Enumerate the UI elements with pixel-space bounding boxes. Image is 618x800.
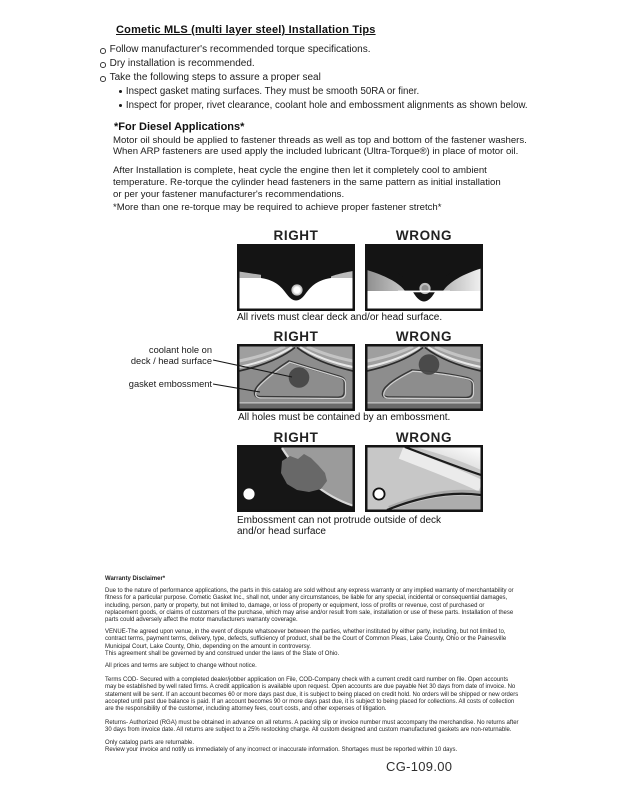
disclaimer-paragraph: Only catalog parts are returnable. xyxy=(105,739,195,746)
protrusion-right-diagram xyxy=(237,445,355,512)
coolant-hole-label xyxy=(118,345,212,367)
circle-bullet-icon xyxy=(100,62,106,68)
text-line: gasket embossment xyxy=(128,379,212,389)
list-item-text: Inspect gasket mating surfaces. They must be smooth 50RA or finer. xyxy=(125,86,420,97)
page-title: Cometic MLS (multi layer steel) Installation Tips xyxy=(116,24,376,36)
list-item xyxy=(100,72,560,86)
row2-right-label: RIGHT xyxy=(273,329,319,344)
disclaimer-paragraph: This agreement shall be governed by and construed under the laws of the State of Ohio. xyxy=(105,650,340,657)
text-line: coolant hole on xyxy=(148,345,212,355)
disclaimer-paragraph: VENUE-The agreed upon venue, in the event of dispute whatsoever between the parties, whether instituted by either party, including, but not limited to, contract terms, payment terms, delivery, type, defects, sufficiency of product, shall be the Court of Common Pleas, Lake County, Ohio or the Painesville Municipal Court, Lake County, Ohio, depending on the amount in controversy. xyxy=(105,629,507,650)
diesel-heading: *For Diesel Applications* xyxy=(114,121,245,133)
row3-right-label: RIGHT xyxy=(273,430,319,445)
row1-caption: All rivets must clear deck and/or head surface. xyxy=(237,312,443,323)
dot-bullet-icon xyxy=(119,90,122,93)
text-line: or per your fastener manufacturer's recommendations. xyxy=(113,189,345,201)
disclaimer-paragraph: Review your invoice and notify us immediately of any incorrect or inaccurate information. Shortages must be reported within 10 days. xyxy=(105,746,458,753)
text-line: Embossment can not protrude outside of deck xyxy=(237,515,442,526)
row3-wrong-label: WRONG xyxy=(395,430,453,445)
row3-caption xyxy=(237,516,441,537)
rivet-right-diagram xyxy=(237,244,355,311)
disclaimer-paragraph: Terms COD- Secured with a completed dealer/jobber application on File, COD-Company check with a current credit card number on file. Open accounts may be established by well rated firms. A credit application is available upon request. Open accounts are due payable Net 30 days from date of invoice. No statement will be sent. If an account becomes 60 or more days past due, it is subject to being placed on credit hold. No orders will be shipped or new orders accepted until past due balance is paid. If an account becomes 90 or more days past due, it is subject to being placed for collections. All costs of collection are the responsibility of the customer, including attorney fees, court costs, and other expenses of litigation. xyxy=(105,677,519,713)
disclaimer-heading: Warranty Disclaimer* xyxy=(105,576,166,582)
tips-list xyxy=(100,44,560,114)
list-item-text: Take the following steps to assure a proper seal xyxy=(109,72,321,83)
disclaimer-paragraph: Due to the nature of performance applications, the parts in this catalog are sold without any express warranty or any implied warranty of merchantability or fitness for a particular purpose. Cometic Gasket Inc., shall not, under any circumstances, be liable for any special, incidental or consequential damages, including, person, party or property, but not limited to, damage, or loss of property or equipment, loss of profits or revenue, cost of purchased or replacement goods, or claims of customers of the purchase, which may arise and/or result from sale, installation or use of these parts. Installation of these parts could adversely affect the motor manufacturers warranty coverage. xyxy=(105,588,514,624)
pointer-lines xyxy=(212,353,304,399)
list-item-text: Inspect for proper, rivet clearance, coolant hole and embossment alignments as shown below. xyxy=(125,100,528,111)
rivet-wrong-diagram xyxy=(365,244,483,311)
disclaimer-paragraph: All prices and terms are subject to change without notice. xyxy=(105,663,257,670)
list-item xyxy=(100,58,560,72)
row2-caption: All holes must be contained by an embossment. xyxy=(238,412,451,423)
disclaimer-paragraph: Returns- Authorized (RGA) must be obtained in advance on all returns. A packing slip or invoice number must accompany the merchandise. No returns after 30 days from invoice date. All returns are subject to a 25% restocking charge. All custom designed and custom manufactured gaskets are non-returnable. xyxy=(105,720,519,734)
text-line: *More than one re-torque may be required to achieve proper fastener stretch* xyxy=(113,202,442,213)
protrusion-wrong-diagram xyxy=(365,445,483,512)
list-item-text: Dry installation is recommended. xyxy=(109,58,255,69)
circle-bullet-icon xyxy=(100,76,106,82)
list-item-text: Follow manufacturer's recommended torque specifications. xyxy=(109,44,371,55)
row1-right-label: RIGHT xyxy=(273,228,319,243)
circle-bullet-icon xyxy=(100,48,106,54)
text-line: deck / head surface xyxy=(130,355,212,366)
embossment-wrong-diagram xyxy=(365,344,483,411)
list-item xyxy=(100,44,560,58)
text-line: After Installation is complete, heat cycle the engine then let it completely cool to ambient xyxy=(113,165,487,176)
dot-bullet-icon xyxy=(119,104,122,107)
diesel-paragraph-2 xyxy=(113,165,501,202)
page-number: CG-109.00 xyxy=(386,759,453,774)
list-sub-item xyxy=(100,86,560,100)
diesel-note xyxy=(113,202,442,214)
list-sub-item xyxy=(100,100,560,114)
text-line: Motor oil should be applied to fastener threads as well as top and bottom of the fastener washers. xyxy=(113,135,527,146)
gasket-embossment-label xyxy=(112,379,212,390)
row1-wrong-label: WRONG xyxy=(395,228,453,243)
text-line: temperature. Re-torque the cylinder head fasteners in the same pattern as initial installation xyxy=(113,177,501,189)
text-line: When ARP fasteners are used apply the included lubricant (Ultra-Torque®) in place of motor oil. xyxy=(113,146,519,158)
text-line: and/or head surface xyxy=(237,525,326,537)
row2-wrong-label: WRONG xyxy=(395,329,453,344)
warranty-disclaimer xyxy=(105,576,519,754)
diesel-paragraph-1 xyxy=(113,135,527,157)
